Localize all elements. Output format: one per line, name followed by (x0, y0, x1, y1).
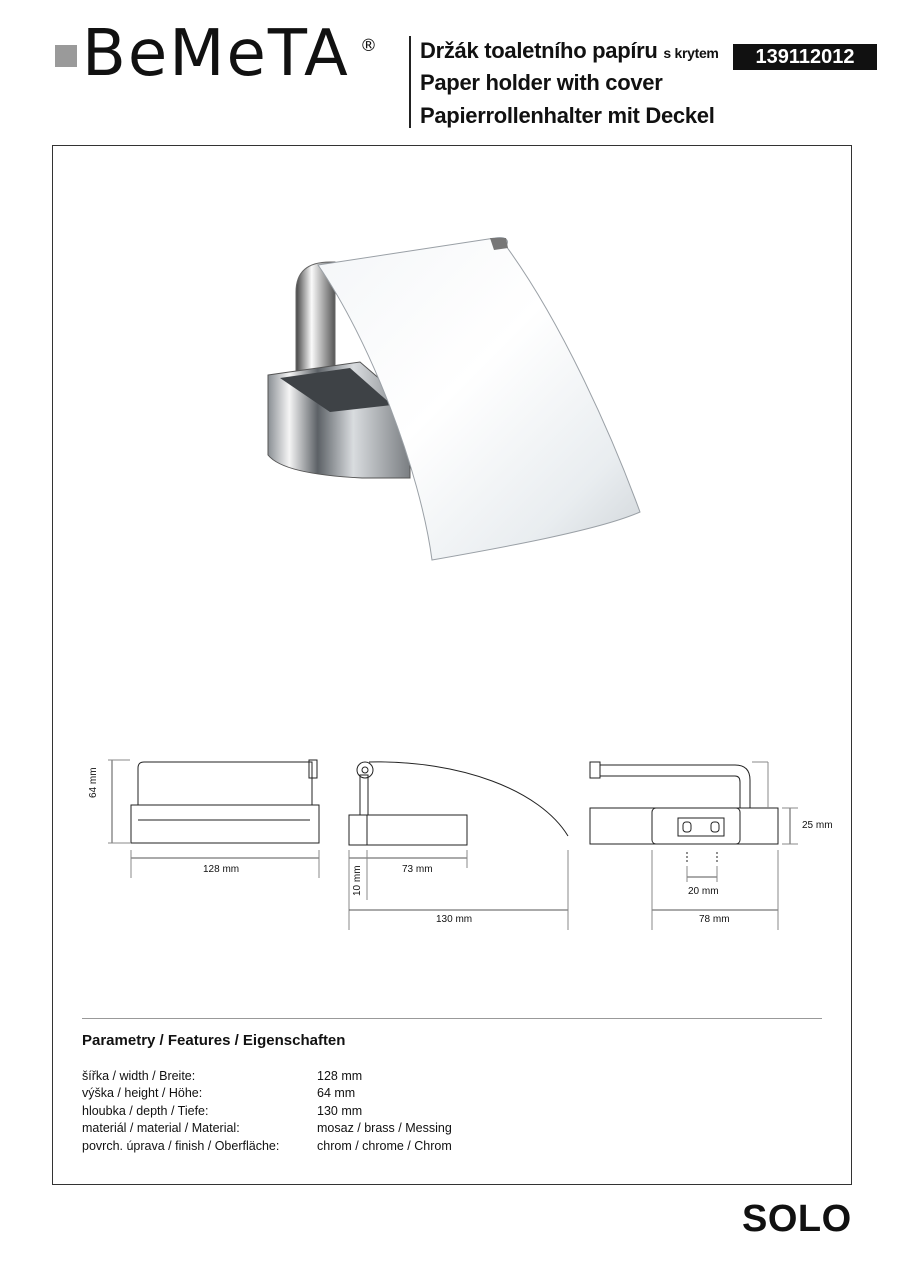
dim-top-width: 78 mm (699, 914, 730, 925)
feature-value: 128 mm (317, 1069, 363, 1083)
dim-side-depth: 130 mm (436, 914, 473, 925)
front-view (108, 760, 319, 878)
back-view (590, 762, 798, 930)
product-code: 139112012 (733, 44, 877, 70)
title-en: Paper holder with cover (420, 70, 663, 95)
product-image (268, 237, 640, 560)
dim-side-roll: 73 mm (402, 864, 433, 875)
feature-label: povrch. úprava / finish / Oberfläche: (82, 1139, 280, 1153)
feature-value: mosaz / brass / Messing (317, 1121, 452, 1135)
title-de: Papierrollenhalter mit Deckel (420, 103, 715, 128)
series-name: SOLO (742, 1198, 852, 1240)
feature-value: 64 mm (317, 1086, 356, 1100)
dim-front-width: 128 mm (203, 864, 240, 875)
dim-hole-spacing: 20 mm (688, 886, 719, 897)
dim-side-base: 10 mm (352, 865, 363, 896)
feature-label: materiál / material / Material: (82, 1121, 240, 1135)
features-heading: Parametry / Features / Eigenschaften (82, 1032, 346, 1049)
feature-label: šířka / width / Breite: (82, 1069, 196, 1083)
feature-value: 130 mm (317, 1104, 363, 1118)
brand-logo: BeMeTA (82, 17, 350, 91)
title-cz-main: Držák toaletního papíru (420, 38, 658, 63)
side-view (349, 762, 568, 930)
feature-label: hloubka / depth / Tiefe: (82, 1104, 209, 1118)
dim-top-height: 25 mm (802, 820, 833, 831)
features-divider (82, 1018, 822, 1019)
feature-value: chrom / chrome / Chrom (317, 1139, 452, 1153)
feature-label: výška / height / Höhe: (82, 1086, 203, 1100)
registered-mark: ® (360, 36, 377, 56)
title-cz-small: s krytem (663, 45, 719, 61)
dim-front-height: 64 mm (88, 767, 99, 798)
